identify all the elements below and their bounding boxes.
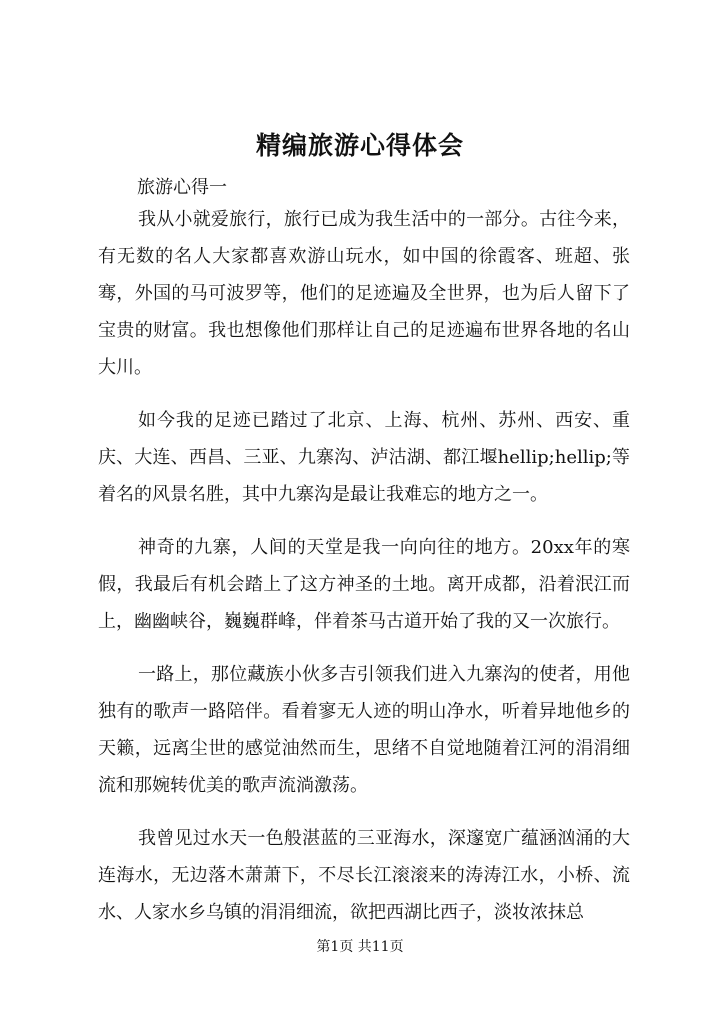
page-footer: 第1页 共11页 (316, 939, 404, 955)
paragraph-5: 我曾见过水天一色般湛蓝的三亚海水，深邃宽广蕴涵汹涌的大连海水，无边落木萧萧下，不尽长江滚滚来的涛涛江水，小桥、流水、人家水乡乌镇的涓涓细流，欲把西湖比西子，淡妆浓抹总 (98, 828, 630, 923)
section-heading: 旅游心得一 (137, 177, 227, 198)
document-title: 精编旅游心得体会 (255, 131, 464, 160)
paragraph-4: 一路上，那位藏族小伙多吉引领我们进入九寨沟的使者，用他独有的歌声一路陪伴。看着寥无人迹的明山净水，听着异地他乡的天籁，远离尘世的感觉油然而生，思绪不自觉地随着江河的涓涓细流和那婉转优美的歌声流淌激荡。 (98, 664, 630, 796)
paragraph-2: 如今我的足迹已踏过了北京、上海、杭州、苏州、西安、重庆、大连、西昌、三亚、九寨沟、泸沽湖、都江堰hellip;hellip;等着名的风景名胜，其中九寨沟是最让我难忘的地方之一。 (98, 410, 630, 505)
paragraph-3: 神奇的九寨，人间的天堂是我一向向往的地方。20xx年的寒假，我最后有机会踏上了这方神圣的土地。离开成都，沿着泯江而上，幽幽峡谷，巍巍群峰，伴着茶马古道开始了我的又一次旅行。 (98, 537, 630, 632)
document-body (98, 201, 630, 947)
paragraph-1: 我从小就爱旅行，旅行已成为我生活中的一部分。古往今来，有无数的名人大家都喜欢游山玩水，如中国的徐霞客、班超、张骞，外国的马可波罗等，他们的足迹遍及全世界，也为后人留下了宝贵的财富。我也想像他们那样让自己的足迹遍布世界各地的名山大川。 (98, 209, 630, 378)
